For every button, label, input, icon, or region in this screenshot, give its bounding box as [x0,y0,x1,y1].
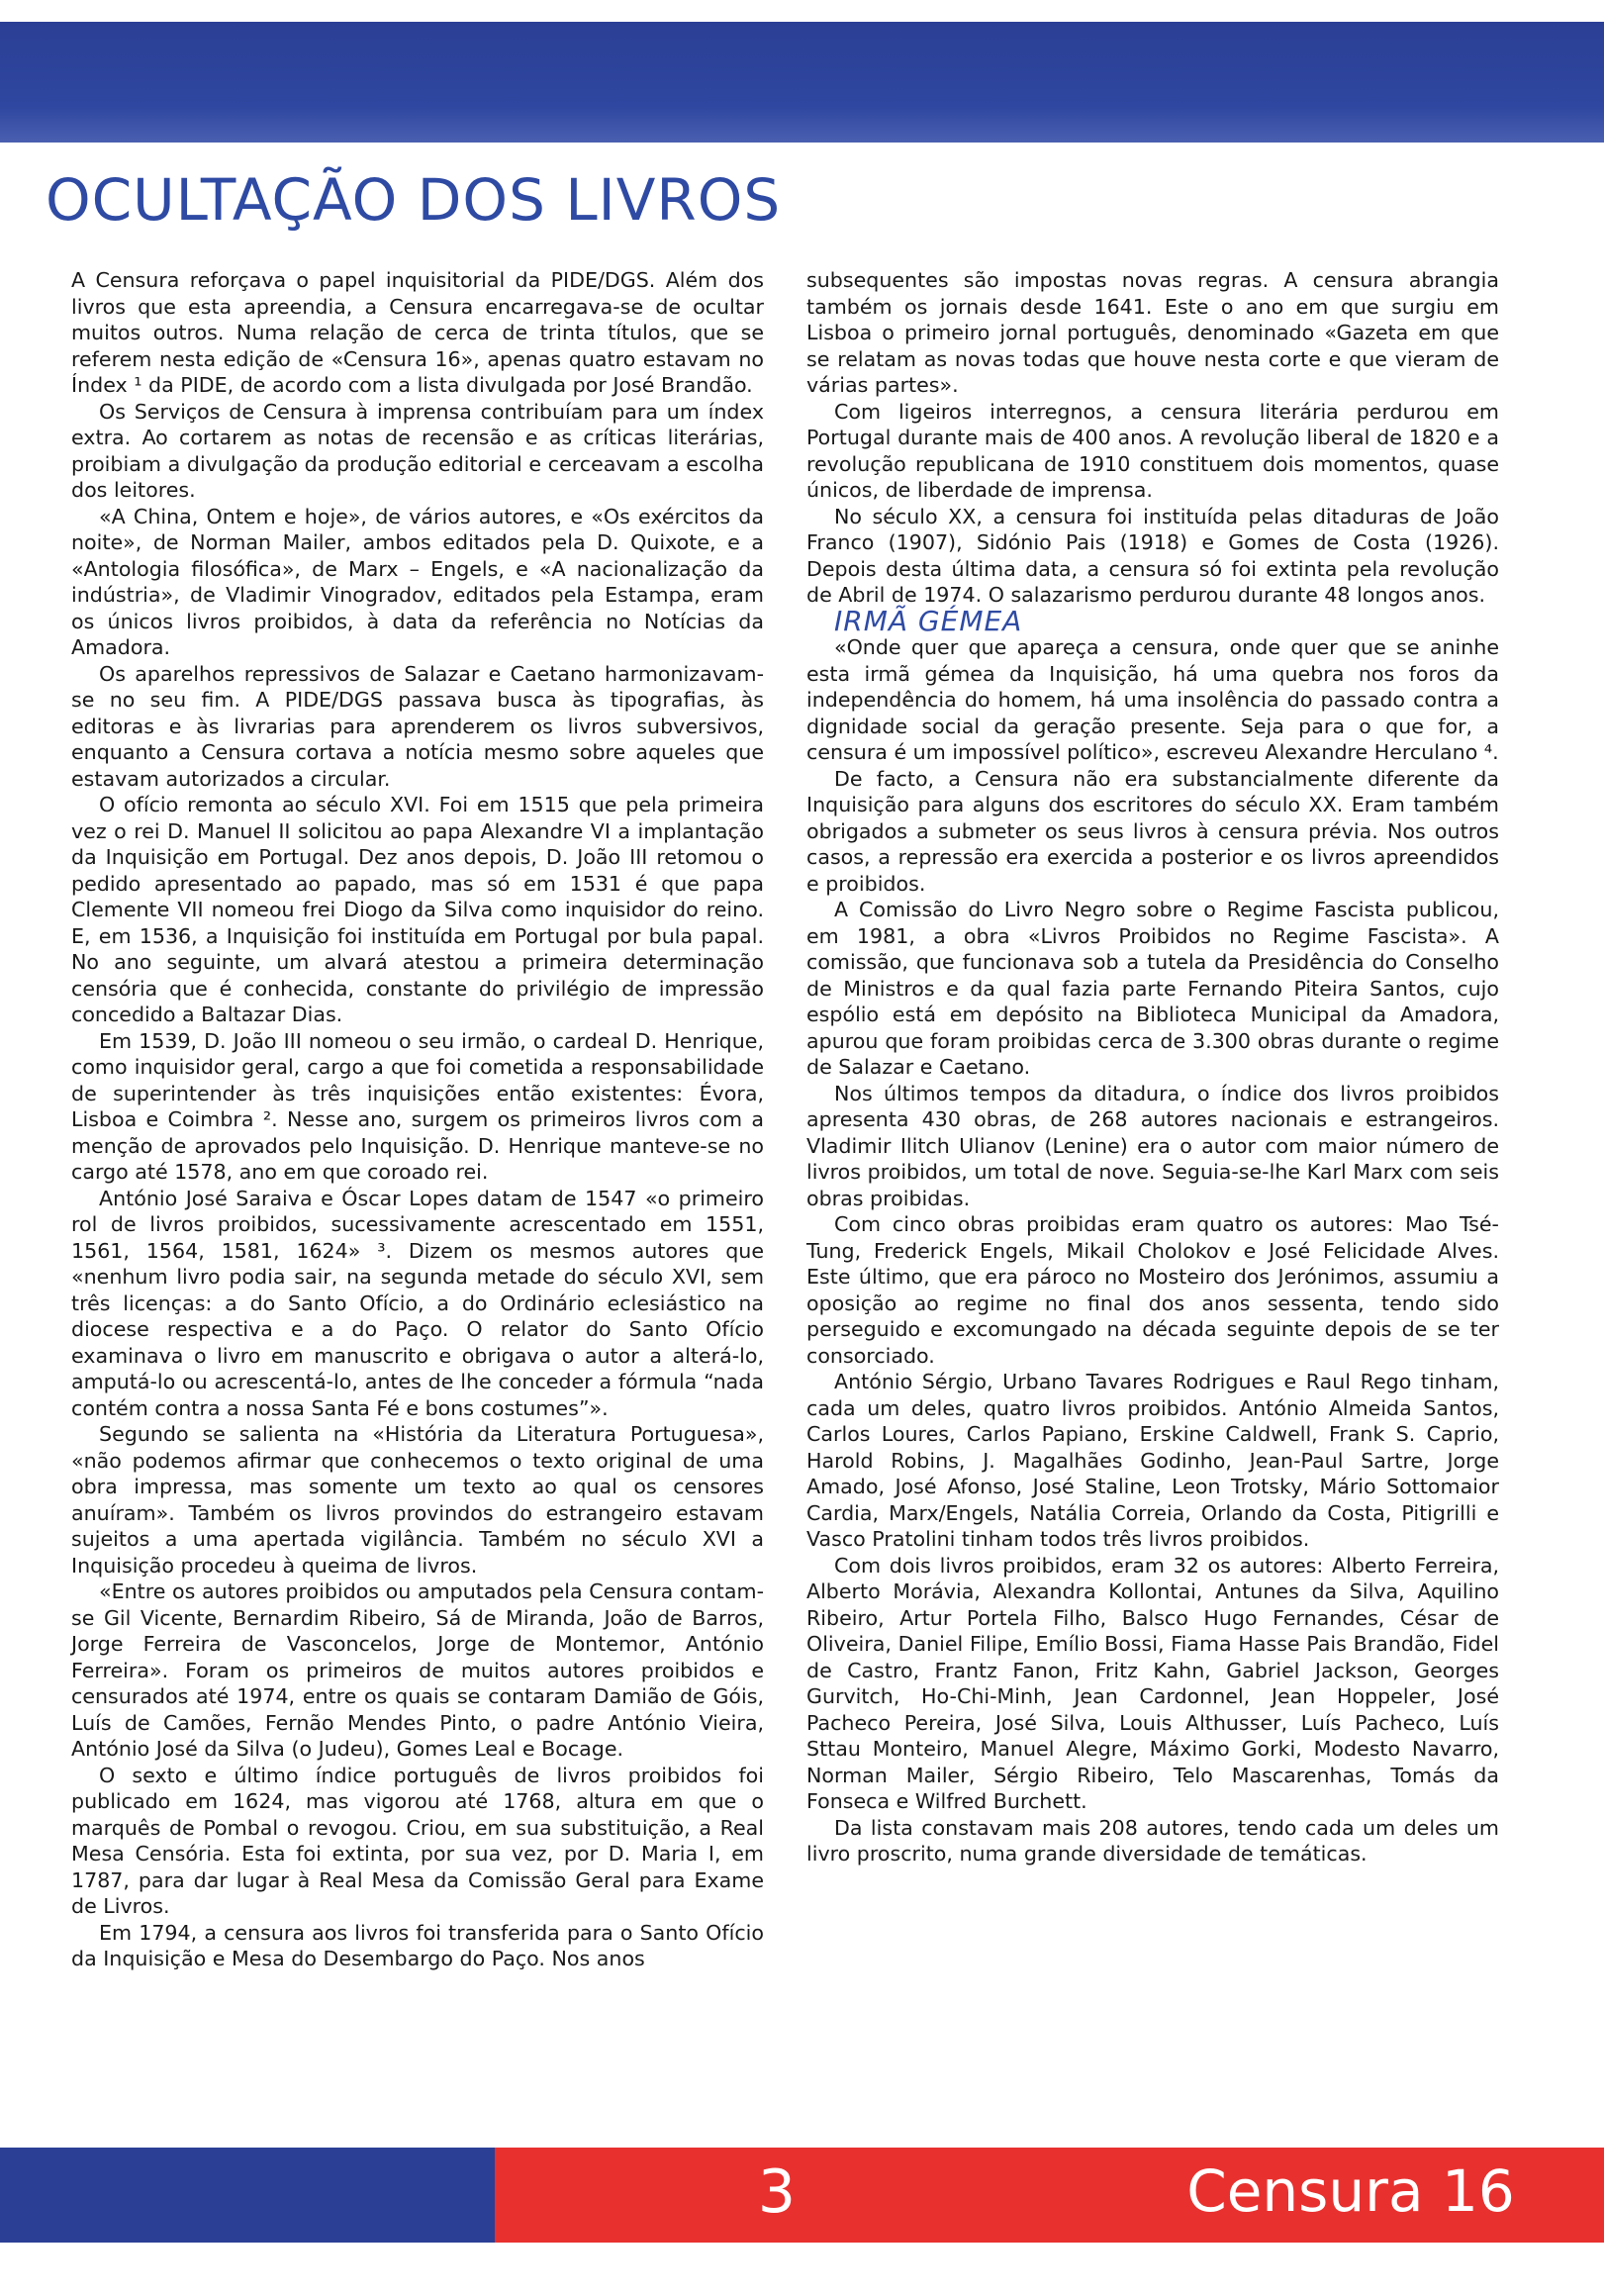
paragraph: Com cinco obras proibidas eram quatro os autores: Mao Tsé-Tung, Frederick Engels, Mikail Cholokov e José Felicidade Alves. Este último, que era pároco no Mosteiro dos Jerónimos, assumiu a oposição ao regime no final dos anos sessenta, tendo sido perseguido e excomungado na década seguinte depois de se ter consorciado. [806,1212,1499,1368]
paragraph: A Censura reforçava o papel inquisitorial da PIDE/DGS. Além dos livros que esta apreendia, a Censura encarregava-se de ocultar muitos outros. Numa relação de cerca de trinta títulos, que se referem nesta edição de «Censura 16», apenas quatro estavam no Índex ¹ da PIDE, de acordo com a lista divulgada por José Brandão. [71,268,764,397]
paragraph: Nos últimos tempos da ditadura, o índice dos livros proibidos apresenta 430 obras, de 268 autores nacionais e estrangeiros. Vladimir Ilitch Ulianov (Lenine) era o autor com maior número de livros proibidos, um total de nove. Seguia-se-lhe Karl Marx com seis obras proibidas. [806,1081,1499,1210]
paragraph: Com dois livros proibidos, eram 32 os autores: Alberto Ferreira, Alberto Morávia, Alexandra Kollontai, Antunes da Silva, Aquilino Ribeiro, Artur Portela Filho, Balsco Hugo Fernandes, César de Oliveira, Daniel Filipe, Emílio Bossi, Fiama Hasse Pais Brandão, Fidel de Castro, Frantz Fanon, Fritz Kahn, Gabriel Jackson, Georges Gurvitch, Ho-Chi-Minh, Jean Cardonnel, Jean Hoppeler, José Pacheco Pereira, José Silva, Louis Althusser, Luís Pacheco, Luís Sttau Monteiro, Manuel Alegre, Máximo Gorki, Modesto Navarro, Norman Mailer, Sérgio Ribeiro, Telo Mascarenhas, Tomás da Fonseca e Wilfred Burchett. [806,1553,1499,1813]
paragraph: «A China, Ontem e hoje», de vários autores, e «Os exércitos da noite», de Norman Mailer, ambos editados pela D. Quixote, e a «Antologia filosófica», de Marx – Engels, e «A nacionalização da indústria», de Vladimir Vinogradov, editados pela Estampa, eram os únicos livros proibidos, à data da referência no Notícias da Amadora. [71,504,764,659]
publication-name: Censura 16 [1186,2157,1515,2225]
footer-band-blue [0,2148,495,2243]
paragraph: Em 1794, a censura aos livros foi transferida para o Santo Ofício da Inquisição e Mesa do Desembargo do Paço. Nos anos [71,1920,764,1970]
header-band [0,22,1604,143]
paragraph: A Comissão do Livro Negro sobre o Regime Fascista publicou, em 1981, a obra «Livros Proibidos no Regime Fascista». A comissão, que funcionava sob a tutela da Presidência do Conselho de Ministros e da qual fazia parte Fernando Piteira Santos, cujo espólio está em depósito na Biblioteca Municipal da Amadora, apurou que foram proibidas cerca de 3.300 obras durante o regime de Salazar e Caetano. [806,898,1499,1079]
paragraph: Em 1539, D. João III nomeou o seu irmão, o cardeal D. Henrique, como inquisidor geral, cargo a que foi cometida a responsabilidade de superintender às três inquisições então existentes: Évora, Lisboa e Coimbra ². Nesse ano, surgem os primeiros livros com a menção de aprovados pelo Inquisição. D. Henrique manteve-se no cargo até 1578, ano em que coroado rei. [71,1028,764,1184]
right-column [806,267,1499,1867]
left-column [71,267,764,1972]
paragraph: De facto, a Censura não era substancialmente diferente da Inquisição para alguns dos escritores do século XX. Eram também obrigados a submeter os seus livros à censura prévia. Nos outros casos, a repressão era exercida a posterior e os livros apreendidos e proibidos. [806,766,1499,896]
section-subheading: IRMÃ GÉMEA [834,604,1023,637]
paragraph: António Sérgio, Urbano Tavares Rodrigues e Raul Rego tinham, cada um deles, quatro livros proibidos. António Almeida Santos, Carlos Loures, Carlos Papiano, Erskine Caldwell, Frank S. Caprio, Harold Robins, J. Magalhães Godinho, Jean-Paul Sartre, Jorge Amado, José Afonso, José Staline, Leon Trotsky, Mário Sottomaior Cardia, Marx/Engels, Natália Correia, Orlando da Costa, Pitigrilli e Vasco Pratolini tinham todos três livros proibidos. [806,1370,1499,1551]
paragraph: «Onde quer que apareça a censura, onde quer que se aninhe esta irmã gémea da Inquisição, há uma quebra nos foros da independência do homem, há uma insolência do passado contra a dignidade social da geração presente. Seja para o que for, a censura é um impossível político», escreveu Alexandre Herculano ⁴. [806,635,1499,764]
paragraph: O ofício remonta ao século XVI. Foi em 1515 que pela primeira vez o rei D. Manuel II solicitou ao papa Alexandre VI a implantação da Inquisição em Portugal. Dez anos depois, D. João III retomou o pedido apresentado ao papado, mas só em 1531 é que papa Clemente VII nomeou frei Diogo da Silva como inquisidor do reino. E, em 1536, a Inquisição foi instituída em Portugal por bula papal. No ano seguinte, um alvará atestou a primeira determinação censória que é conhecida, constante do privilégio de impressão concedido a Baltazar Dias. [71,793,764,1026]
paragraph: Segundo se salienta na «História da Literatura Portuguesa», «não podemos afirmar que conhecemos o texto original de uma obra impressa, mas somente um texto ao qual os censores anuíram». Também os livros provindos do estrangeiro estavam sujeitos a uma apertada vigilância. Também no século XVI a Inquisição procedeu à queima de livros. [71,1422,764,1578]
page-number: 3 [757,2157,797,2227]
paragraph: Com ligeiros interregnos, a censura literária perdurou em Portugal durante mais de 400 anos. A revolução liberal de 1820 e a revolução republicana de 1910 constituem dois momentos, quase únicos, de liberdade de imprensa. [806,399,1499,502]
paragraph: Os aparelhos repressivos de Salazar e Caetano harmonizavam-se no seu fim. A PIDE/DGS passava busca às tipografias, às editoras e às livrarias para aprenderem os livros subversivos, enquanto a Censura cortava a notícia mesmo sobre aqueles que estavam autorizados a circular. [71,661,764,791]
paragraph: Os Serviços de Censura à imprensa contribuíam para um índex extra. Ao cortarem as notas de recensão e as críticas literárias, proibiam a divulgação da produção editorial e cerceavam a escolha dos leitores. [71,399,764,502]
paragraph: No século XX, a censura foi instituída pelas ditaduras de João Franco (1907), Sidónio Pais (1918) e Gomes de Costa (1926). Depois desta última data, a censura só foi extinta pela revolução de Abril de 1974. O salazarismo perdurou durante 48 longos anos. [806,504,1499,607]
page-title: OCULTAÇÃO DOS LIVROS [46,166,782,234]
paragraph: subsequentes são impostas novas regras. A censura abrangia também os jornais desde 1641. Este o ano em que surgiu em Lisboa o primeiro jornal português, denominado «Gazeta em que se relatam as novas todas que houve nesta corte e que vieram de várias partes». [806,268,1499,397]
paragraph: «Entre os autores proibidos ou amputados pela Censura contam-se Gil Vicente, Bernardim Ribeiro, Sá de Miranda, João de Barros, Jorge Ferreira de Vasconcelos, Jorge de Montemor, António Ferreira». Foram os primeiros de muitos autores proibidos e censurados até 1974, entre os quais se contaram Damião de Góis, Luís de Camões, Fernão Mendes Pinto, o padre António Vieira, António José da Silva (o Judeu), Gomes Leal e Bocage. [71,1579,764,1761]
paragraph: António José Saraiva e Óscar Lopes datam de 1547 «o primeiro rol de livros proibidos, sucessivamente acrescentado em 1551, 1561, 1564, 1581, 1624» ³. Dizem os mesmos autores que «nenhum livro podia sair, na segunda metade do século XVI, sem três licenças: a do Santo Ofício, a do Ordinário eclesiástico na diocese respectiva e a do Paço. O relator do Santo Ofício examinava o livro em manuscrito e obrigava o autor a alterá-lo, amputá-lo ou acrescentá-lo, antes de lhe conceder a fórmula “nada contém contra a nossa Santa Fé e bons costumes”». [71,1186,764,1420]
paragraph: O sexto e último índice português de livros proibidos foi publicado em 1624, mas vigorou até 1768, altura em que o marquês de Pombal o revogou. Criou, em sua substituição, a Real Mesa Censória. Esta foi extinta, por sua vez, por D. Maria I, em 1787, para dar lugar à Real Mesa da Comissão Geral para Exame de Livros. [71,1763,764,1918]
paragraph: Da lista constavam mais 208 autores, tendo cada um deles um livro proscrito, numa grande diversidade de temáticas. [806,1815,1499,1866]
